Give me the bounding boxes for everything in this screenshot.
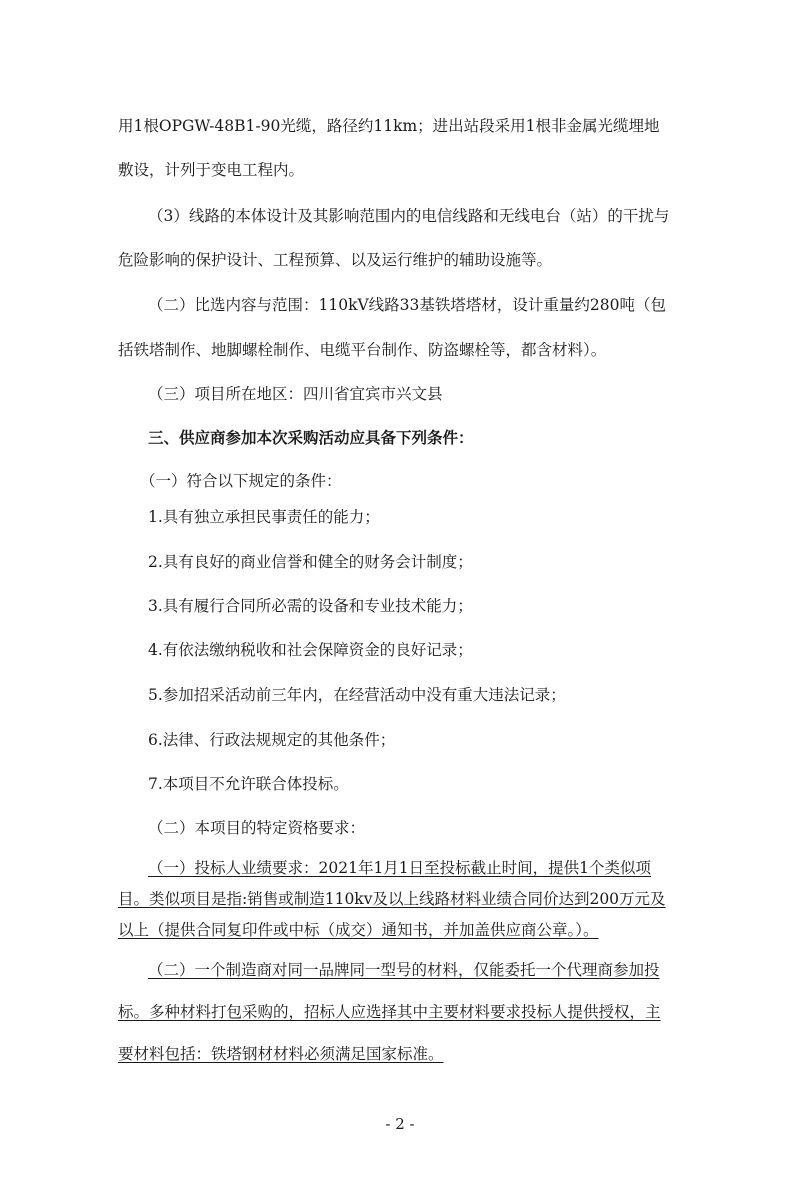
paragraph-line-2: 敷设，计列于变电工程内。 bbox=[118, 161, 305, 179]
paragraph-line-23: 要材料包括：铁塔钢材材料必须满足国家标准。 bbox=[118, 1045, 444, 1063]
paragraph-line-5: （二）比选内容与范围：110kV线路33基铁塔塔材，设计重量约280吨（包 bbox=[148, 296, 666, 314]
list-item-6: 6.法律、行政法规规定的其他条件； bbox=[148, 731, 396, 749]
paragraph-line-1: 用1根OPGW-48B1-90光缆，路径约11km；进出站段采用1根非金属光缆埋地 bbox=[118, 117, 660, 135]
paragraph-line-17: （二）本项目的特定资格要求： bbox=[148, 819, 366, 837]
section-heading: 三、供应商参加本次采购活动应具备下列条件： bbox=[148, 429, 474, 447]
paragraph-line-22: 标。多种材料打包采购的，招标人应选择其中主要材料要求投标人提供授权，主 bbox=[118, 1003, 661, 1021]
page-number: - 2 - bbox=[385, 1115, 415, 1133]
paragraph-line-4: 危险影响的保护设计、工程预算、以及运行维护的辅助设施等。 bbox=[118, 251, 553, 269]
paragraph-line-18: （一）投标人业绩要求：2021年1月1日至投标截止时间，提供1个类似项 bbox=[148, 859, 652, 877]
list-item-3: 3.具有履行合同所必需的设备和专业技术能力； bbox=[148, 597, 473, 615]
paragraph-line-19: 目。类似项目是指:销售或制造110kv及以上线路材料业绩合同价达到200万元及 bbox=[118, 890, 666, 908]
paragraph-line-9: （一）符合以下规定的条件： bbox=[140, 472, 342, 490]
list-item-1: 1.具有独立承担民事责任的能力； bbox=[148, 508, 380, 526]
paragraph-line-3: （3）线路的本体设计及其影响范围内的电信线路和无线电台（站）的干扰与 bbox=[148, 207, 670, 225]
list-item-7: 7.本项目不允许联合体投标。 bbox=[148, 775, 349, 793]
paragraph-line-7: （三）项目所在地区：四川省宜宾市兴文县 bbox=[148, 385, 443, 403]
paragraph-line-21: （二）一个制造商对同一品牌同一型号的材料，仅能委托一个代理商参加投 bbox=[148, 961, 660, 979]
list-item-5: 5.参加招采活动前三年内，在经营活动中没有重大违法记录； bbox=[148, 686, 566, 704]
paragraph-line-20: 以上（提供合同复印件或中标（成交）通知书，并加盖供应商公章。）。 bbox=[118, 921, 599, 939]
paragraph-line-6: 括铁塔制作、地脚螺栓制作、电缆平台制作、防盗螺栓等，都含材料）。 bbox=[118, 341, 607, 359]
list-item-4: 4.有依法缴纳税收和社会保障资金的良好记录； bbox=[148, 641, 473, 659]
list-item-2: 2.具有良好的商业信誉和健全的财务会计制度； bbox=[148, 553, 473, 571]
